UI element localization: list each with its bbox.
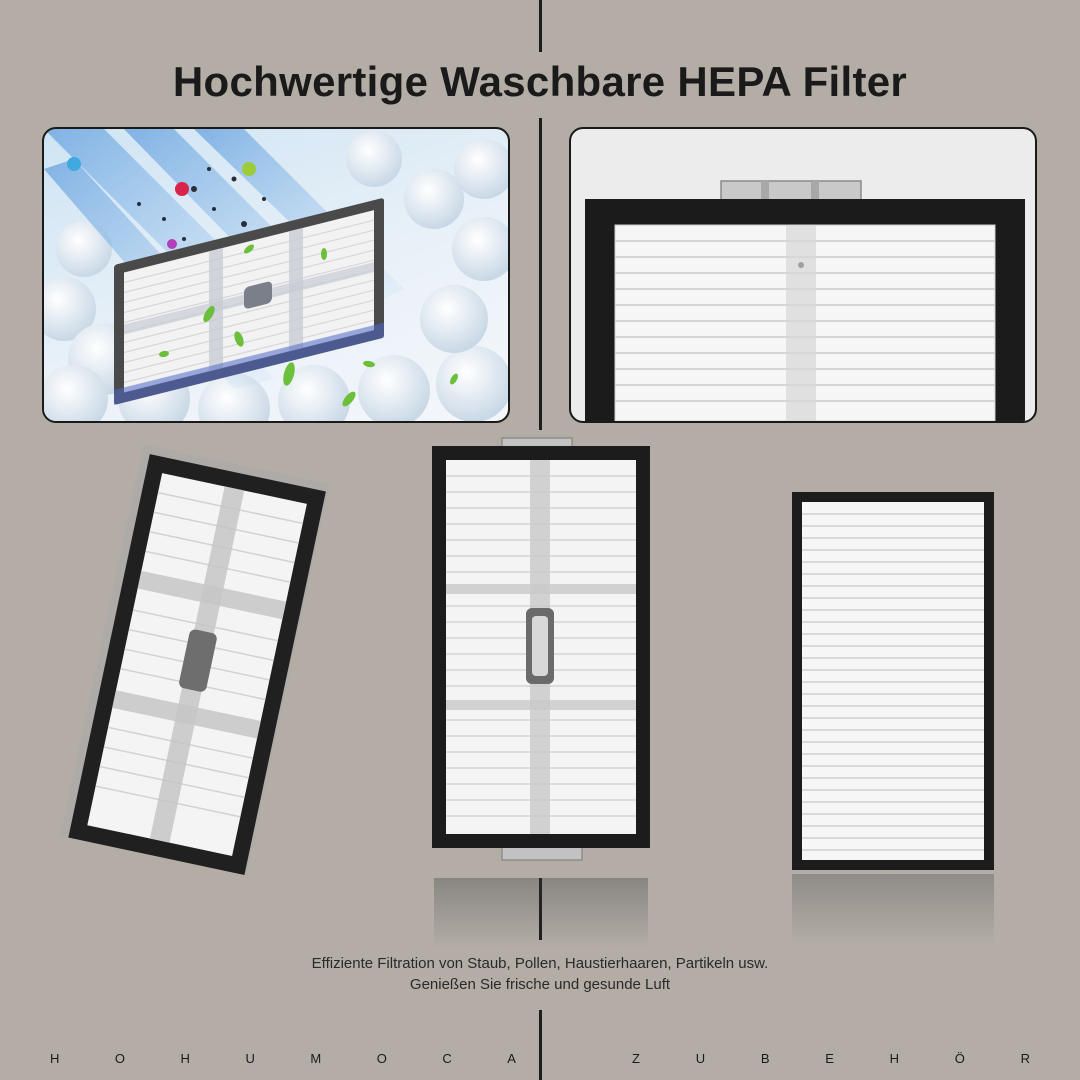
closeup-panel (569, 127, 1037, 423)
category-letter: Z (632, 1051, 640, 1066)
brand-letter: C (442, 1051, 452, 1066)
center-divider-top (539, 0, 542, 52)
caption-line-1: Effiziente Filtration von Staub, Pollen, Haustierhaaren, Partikeln usw. (311, 955, 769, 972)
filter-product-front (430, 436, 652, 876)
filter-product-back (790, 490, 996, 872)
reflection-front (434, 878, 648, 948)
category-letter: B (760, 1051, 770, 1066)
airflow-illustration (44, 129, 508, 421)
brand-letter: H (180, 1051, 190, 1066)
brand-letter: O (114, 1051, 126, 1066)
caption-line-2: Genießen Sie frische und gesunde Luft (409, 976, 671, 993)
airflow-illustration-panel (42, 127, 510, 423)
category-letter: E (825, 1051, 834, 1066)
filter-product-angled (60, 440, 330, 880)
brand-letter: M (310, 1051, 322, 1066)
category-letter: U (695, 1051, 706, 1066)
reflection-back (792, 874, 994, 944)
category-label (632, 1051, 1030, 1071)
brand-letter: A (507, 1051, 516, 1066)
category-letter: R (1020, 1051, 1030, 1066)
brand-letter: O (376, 1051, 387, 1066)
filter-closeup (571, 129, 1035, 421)
brand-letter: H (50, 1051, 60, 1066)
brand-letter: U (245, 1051, 255, 1066)
center-divider-bottom (539, 1010, 542, 1080)
brand-name (50, 1051, 516, 1071)
center-divider-mid (539, 118, 542, 430)
category-letter: H (889, 1051, 900, 1066)
category-letter: Ö (954, 1051, 965, 1066)
page-title: Hochwertige Waschbare HEPA Filter (172, 58, 908, 105)
